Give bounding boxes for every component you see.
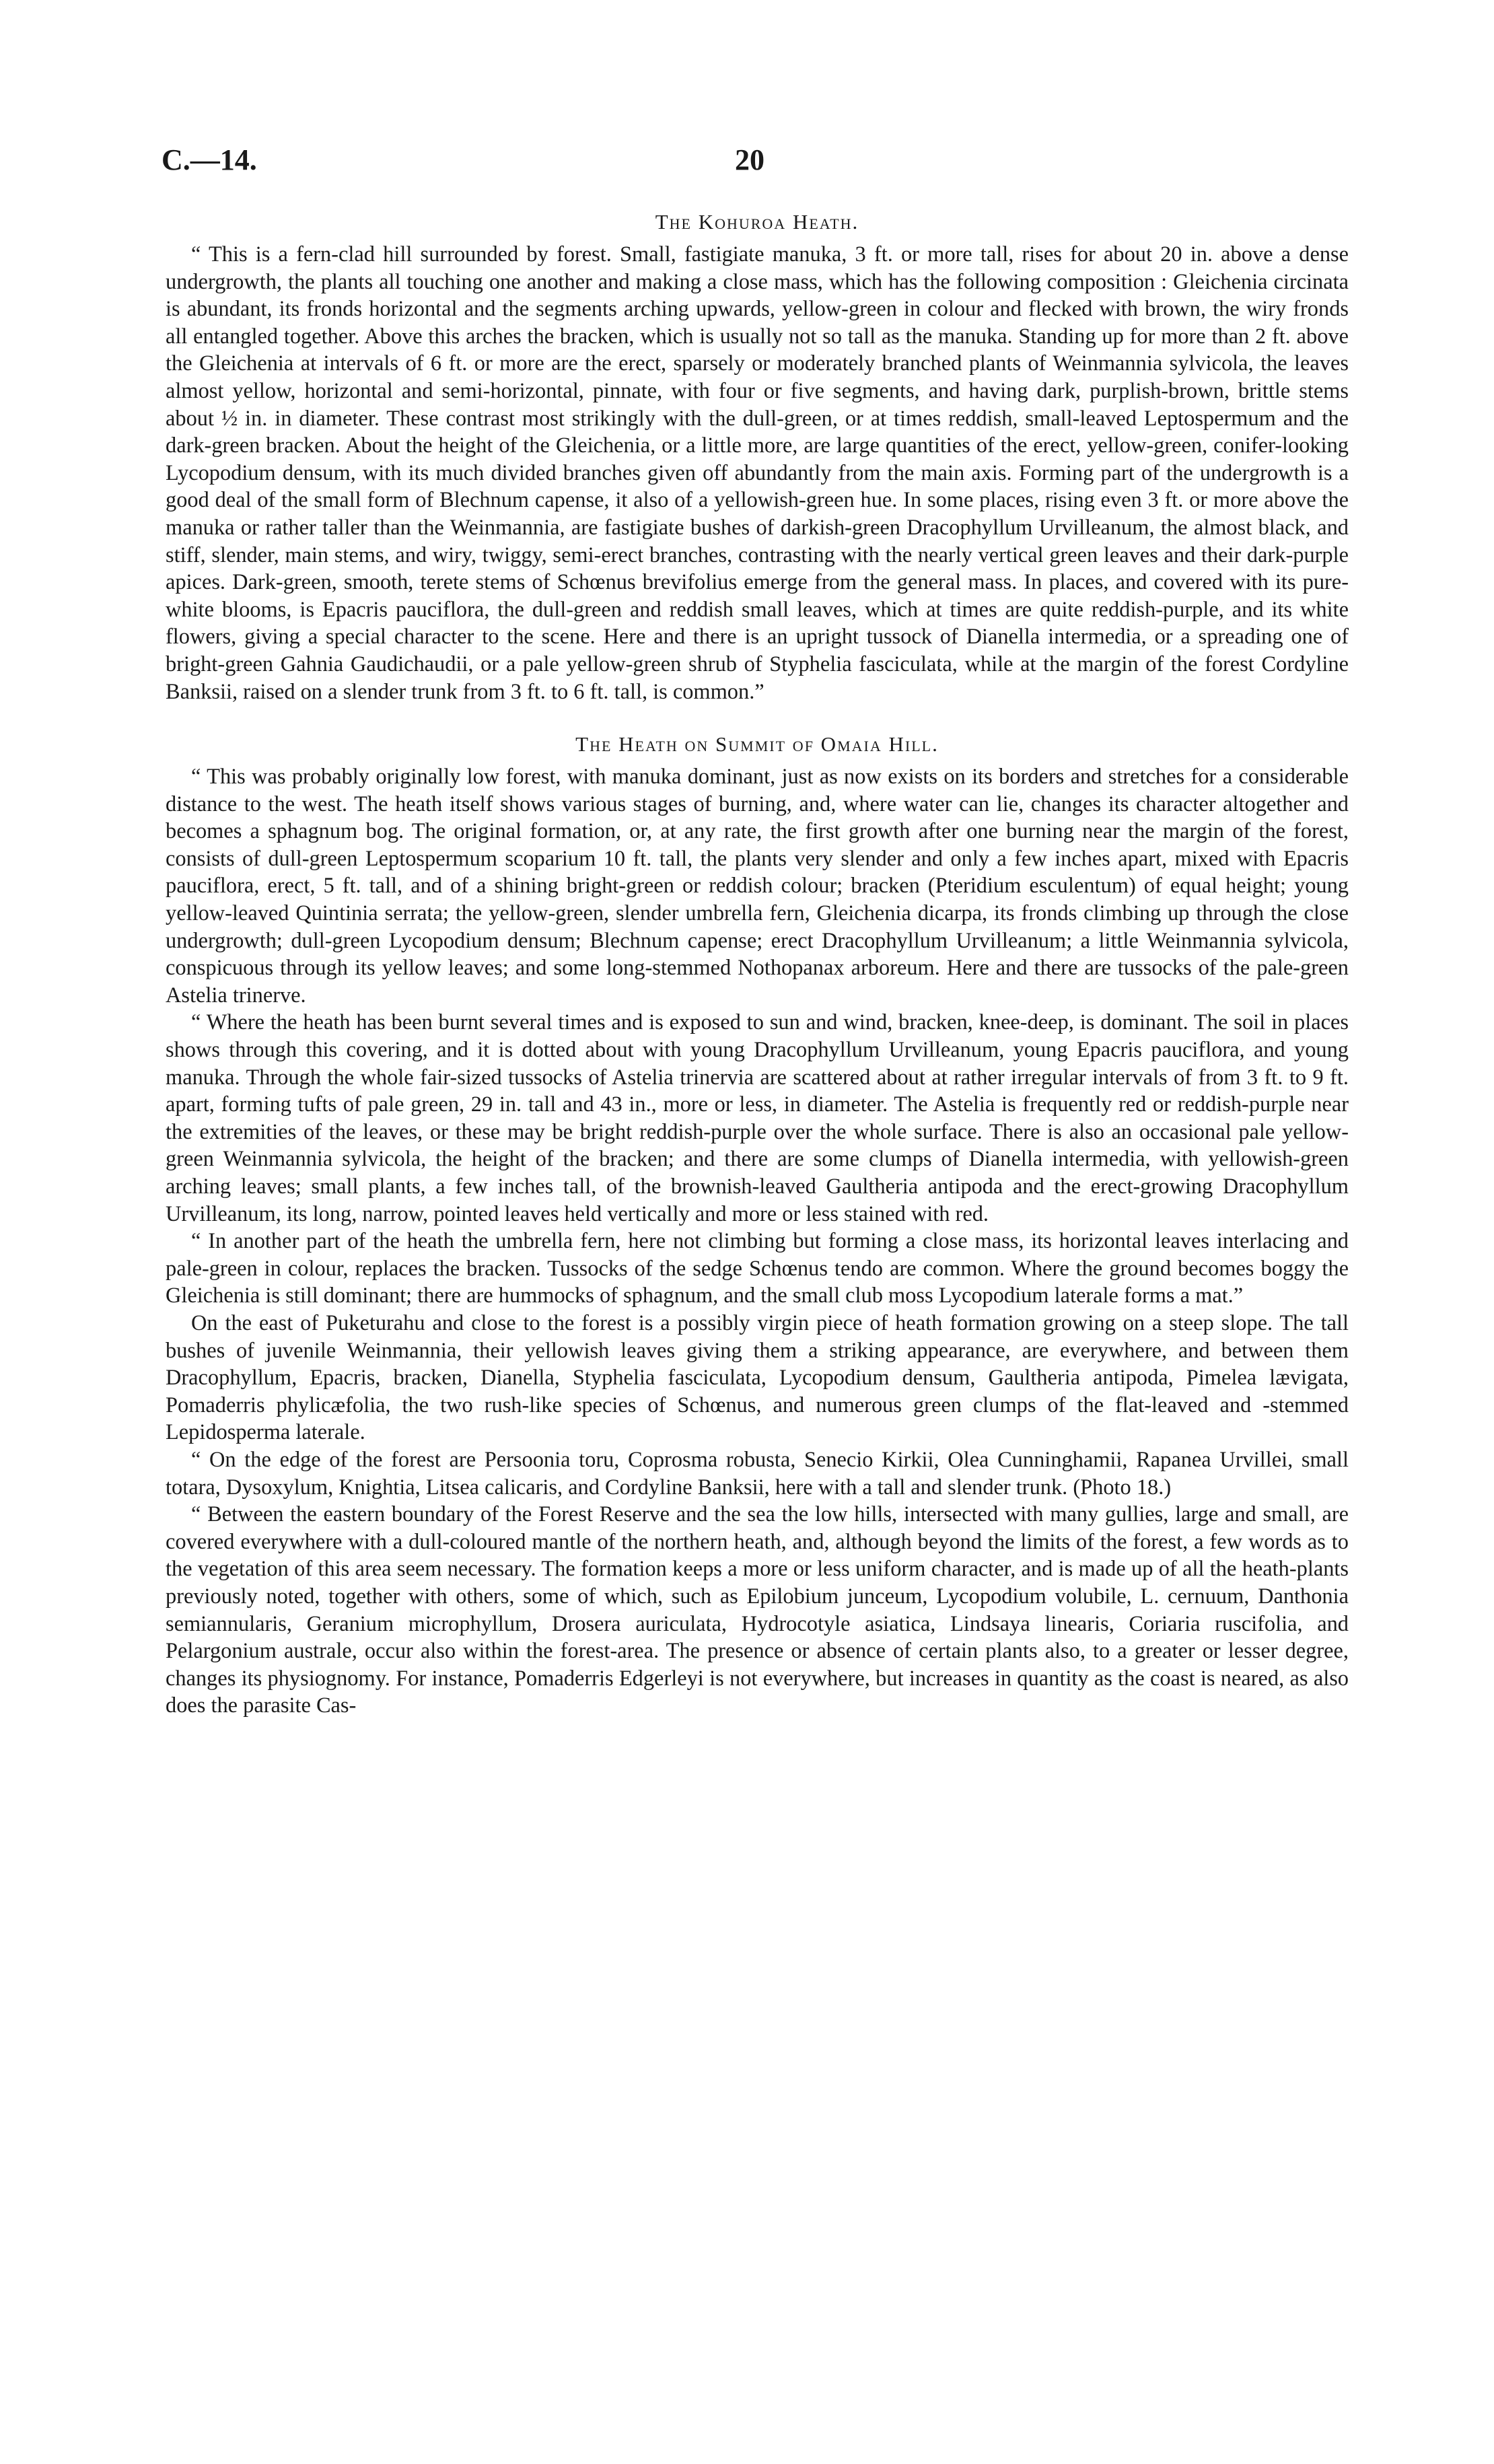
paragraph-omaia-4: On the east of Puketurahu and close to the forest is a possibly virgin piece of heath formation growing on a steep slope. The tall bushes of juvenile Weinmannia, their yellowish leaves giving them a striking appearance, are everywhere, and between them Dracophyllum, Epacris, bracken, Dianella, Styphelia fasciculata, Lycopodium densum, Gaultheria antipoda, Pimelea lævigata, Pomaderris phylicæfolia, the two rush-like species of Schœnus, and numerous green clumps of the flat-leaved and -stemmed Lepidosperma laterale. [166,1310,1349,1445]
page-body [166,209,1349,1720]
page-number: 20 [735,143,764,176]
paragraph-kohuroa-1: “ This is a fern-clad hill surrounded by forest. Small, fastigiate manuka, 3 ft. or more tall, rises for about 20 in. above a dense undergrowth, the plants all touching one another and making a close mass, which has the following composition : Gleichenia circinata is abundant, its fronds horizontal and the segments arching upwards, yellow-green in colour and flecked with brown, the wiry fronds all entangled together. Above this arches the bracken, which is usually not so tall as the manuka. Standing up for more than 2 ft. above the Gleichenia at intervals of 6 ft. or more are the erect, sparsely or moderately branched plants of Weinmannia sylvicola, the leaves almost yellow, horizontal and semi-horizontal, pinnate, with four or five segments, and having dark, purplish-brown, brittle stems about ½ in. in diameter. These contrast most strikingly with the dull-green, or at times reddish, small-leaved Leptospermum and the dark-green bracken. About the height of the Gleichenia, or a little more, are large quantities of the erect, yellow-green, conifer-looking Lycopodium densum, with its much divided branches given off abundantly from the main axis. Forming part of the undergrowth is a good deal of the small form of Blechnum capense, it also of a yellowish-green hue. In some places, rising even 3 ft. or more above the manuka or rather taller than the Weinmannia, are fastigiate bushes of darkish-green Dracophyllum Urvilleanum, the almost black, and stiff, slender, main stems, and wiry, twiggy, semi-erect branches, contrasting with the nearly vertical green leaves and their dark-purple apices. Dark-green, smooth, terete stems of Schœnus brevifolius emerge from the general mass. In places, and covered with its pure-white blooms, is Epacris pauciflora, the dull-green and reddish small leaves, which at times are quite reddish-purple, and its white flowers, giving a special character to the scene. Here and there is an upright tussock of Dianella intermedia, or a spreading one of bright-green Gahnia Gaudichaudii, or a pale yellow-green shrub of Styphelia fasciculata, while at the margin of the forest Cordyline Banksii, raised on a slender trunk from 3 ft. to 6 ft. tall, is common.” [166,242,1349,704]
section-heading-kohuroa: The Kohuroa Heath. [655,210,859,234]
paragraph-omaia-1: “ This was probably originally low forest, with manuka dominant, just as now exists on its borders and stretches for a considerable distance to the west. The heath itself shows various stages of burning, and, where water can lie, changes its character altogether and becomes a sphagnum bog. The original formation, or, at any rate, the first growth after one burning near the margin of the forest, consists of dull-green Leptospermum scoparium 10 ft. tall, the plants very slender and only a few inches apart, mixed with Epacris pauciflora, erect, 5 ft. tall, and of a shining bright-green or reddish colour; bracken (Pteridium esculentum) of equal height; young yellow-leaved Quintinia serrata; the yellow-green, slender umbrella fern, Gleichenia dicarpa, its fronds climbing up through the close undergrowth; dull-green Lycopodium densum; Blechnum capense; erect Dracophyllum Urvilleanum; a little Weinmannia sylvicola, conspicuous through its yellow leaves; and some long-stemmed Nothopanax arboreum. Here and there are tussocks of the pale-green Astelia trinerve. [166,765,1349,1008]
paragraph-omaia-2: “ Where the heath has been burnt several times and is exposed to sun and wind, bracken, knee-deep, is dominant. The soil in places shows through this covering, and it is dotted about with young Dracophyllum Urvilleanum, young Epacris pauciflora, and young manuka. Through the whole fair-sized tussocks of Astelia trinervia are scattered about at rather irregular intervals of from 3 ft. to 9 ft. apart, forming tufts of pale green, 29 in. tall and 43 in., more or less, in diameter. The Astelia is frequently red or reddish-purple near the extremities of the leaves, or these may be bright reddish-purple over the whole surface. There is also an occasional pale yellow-green Weinmannia sylvicola, the height of the bracken; and there are some clumps of Dianella intermedia, with yellowish-green arching leaves; small plants, a few inches tall, of the brownish-leaved Gaultheria antipoda and the erect-growing Dracophyllum Urvilleanum, its long, narrow, pointed leaves held vertically and more or less stained with red. [166,1010,1349,1226]
page-header [162,143,1346,183]
paragraph-omaia-6: “ Between the eastern boundary of the Forest Reserve and the sea the low hills, intersected with many gullies, large and small, are covered everywhere with a dull-coloured mantle of the northern heath, and, although beyond the limits of the forest, a few words as to the vegetation of this area seem necessary. The formation keeps a more or less uniform character, and is made up of all the heath-plants previously noted, together with others, some of which, such as Epilobium junceum, Lycopodium volubile, L. cernuum, Danthonia semiannularis, Geranium microphyllum, Drosera auriculata, Hydrocotyle asiatica, Lindsaya linearis, Coriaria ruscifolia, and Pelargonium australe, occur also within the forest-area. The presence or absence of certain plants also, to a greater or lesser degree, changes its physiognomy. For instance, Pomaderris Edgerleyi is not everywhere, but increases in quantity as the coast is neared, as also does the parasite Cas- [166,1502,1349,1718]
paragraph-omaia-5: “ On the edge of the forest are Persoonia toru, Coprosma robusta, Senecio Kirkii, Olea Cunninghamii, Rapanea Urvillei, small totara, Dysoxylum, Knightia, Litsea calicaris, and Cordyline Banksii, here with a tall and slender trunk. (Photo 18.) [166,1447,1349,1500]
paragraph-omaia-3: “ In another part of the heath the umbrella fern, here not climbing but forming a close mass, its horizontal leaves interlacing and pale-green in colour, replaces the bracken. Tussocks of the sedge Schœnus tendo are common. Where the ground becomes boggy the Gleichenia is still dominant; there are hummocks of sphagnum, and the small club moss Lycopodium laterale forms a mat.” [166,1229,1349,1308]
section-heading-omaia: The Heath on Summit of Omaia Hill. [575,732,939,756]
document-reference: C.—14. [162,143,257,176]
